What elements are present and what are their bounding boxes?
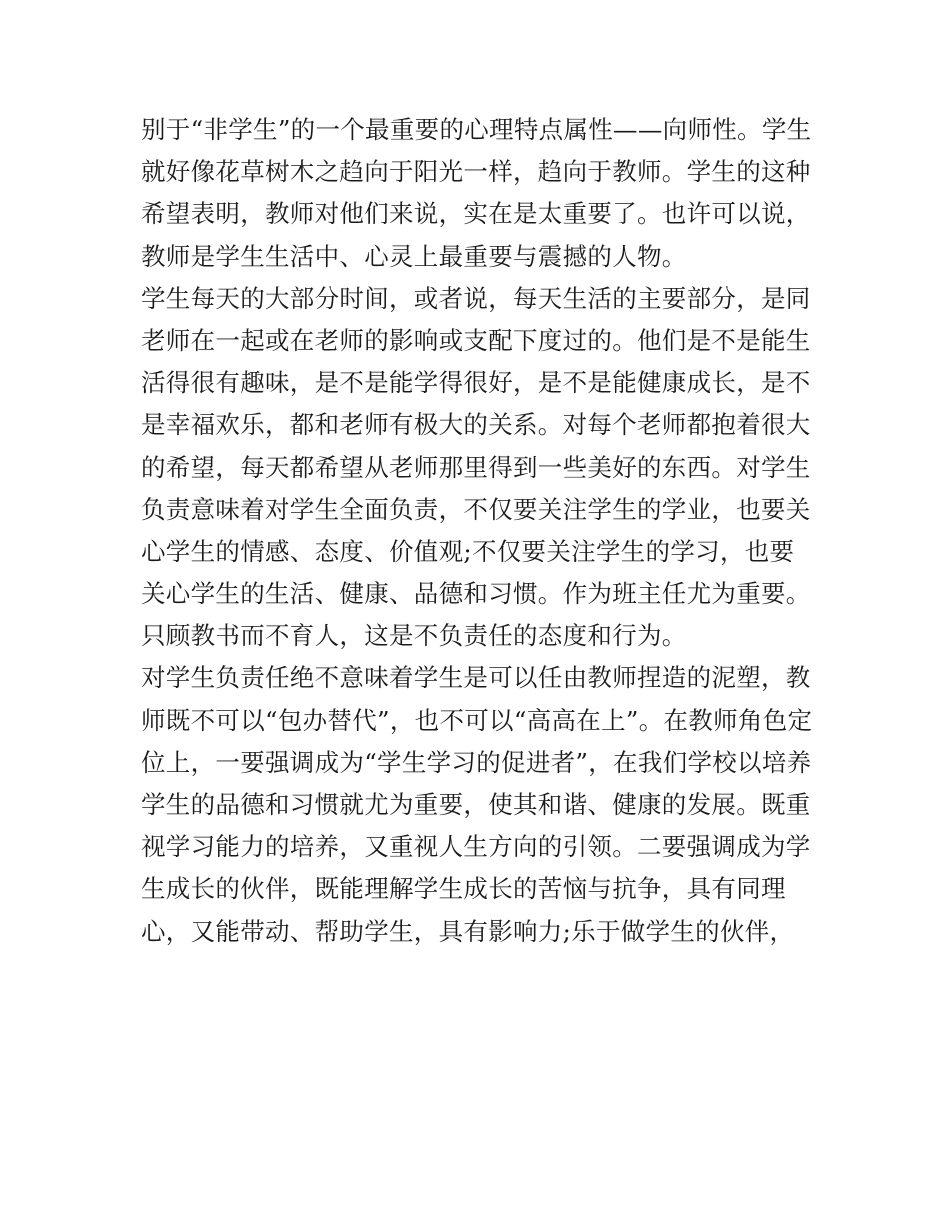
text-line: 就好像花草树木之趋向于阳光一样，趋向于教师。学生的这种: [141, 157, 811, 187]
text-line: 位上，一要强调成为“学生学习的促进者”，在我们学校以培养: [141, 747, 812, 777]
text-line: 对学生负责任绝不意味着学生是可以任由教师捏造的泥塑，教: [141, 663, 811, 693]
text-line: 学生的品德和习惯就尤为重要，使其和谐、健康的发展。既重: [141, 790, 811, 819]
text-line: 学生每天的大部分时间，或者说，每天生活的主要部分，是同: [141, 283, 811, 313]
text-line: 是幸福欢乐，都和老师有极大的关系。对每个老师都抱着很大: [141, 410, 811, 440]
text-line: 负责意味着对学生全面负责，不仅要关注学生的学业，也要关: [141, 494, 811, 524]
text-line: 视学习能力的培养，又重视人生方向的引领。二要强调成为学: [141, 832, 811, 862]
text-line: 别于“非学生”的一个最重要的心理特点属性——向师性。学生: [141, 115, 812, 144]
text-line: 心，又能带动、帮助学生，具有影响力;乐于做学生的伙伴，: [141, 916, 795, 946]
text-line: 师既不可以“包办替代”，也不可以“高高在上”。在教师角色定: [141, 705, 813, 735]
document-body: [141, 109, 813, 953]
text-line: 只顾教书而不育人，这是不负责任的态度和行为。: [141, 621, 687, 651]
text-line: 希望表明，教师对他们来说，实在是太重要了。也许可以说，: [141, 199, 811, 229]
text-line: 教师是学生生活中、心灵上最重要与震撼的人物。: [141, 241, 687, 271]
text-line: 的希望，每天都希望从老师那里得到一些美好的东西。对学生: [141, 452, 811, 482]
text-line: 生成长的伙伴，既能理解学生成长的苦恼与抗争，具有同理: [141, 874, 786, 904]
text-line: 老师在一起或在老师的影响或支配下度过的。他们是不是能生: [141, 325, 811, 355]
text-line: 关心学生的生活、健康、品德和习惯。作为班主任尤为重要。: [141, 579, 811, 609]
text-line: 活得很有趣味，是不是能学得很好，是不是能健康成长，是不: [141, 368, 811, 398]
text-line: 心学生的情感、态度、价值观;不仅要关注学生的学习，也要: [141, 536, 795, 566]
